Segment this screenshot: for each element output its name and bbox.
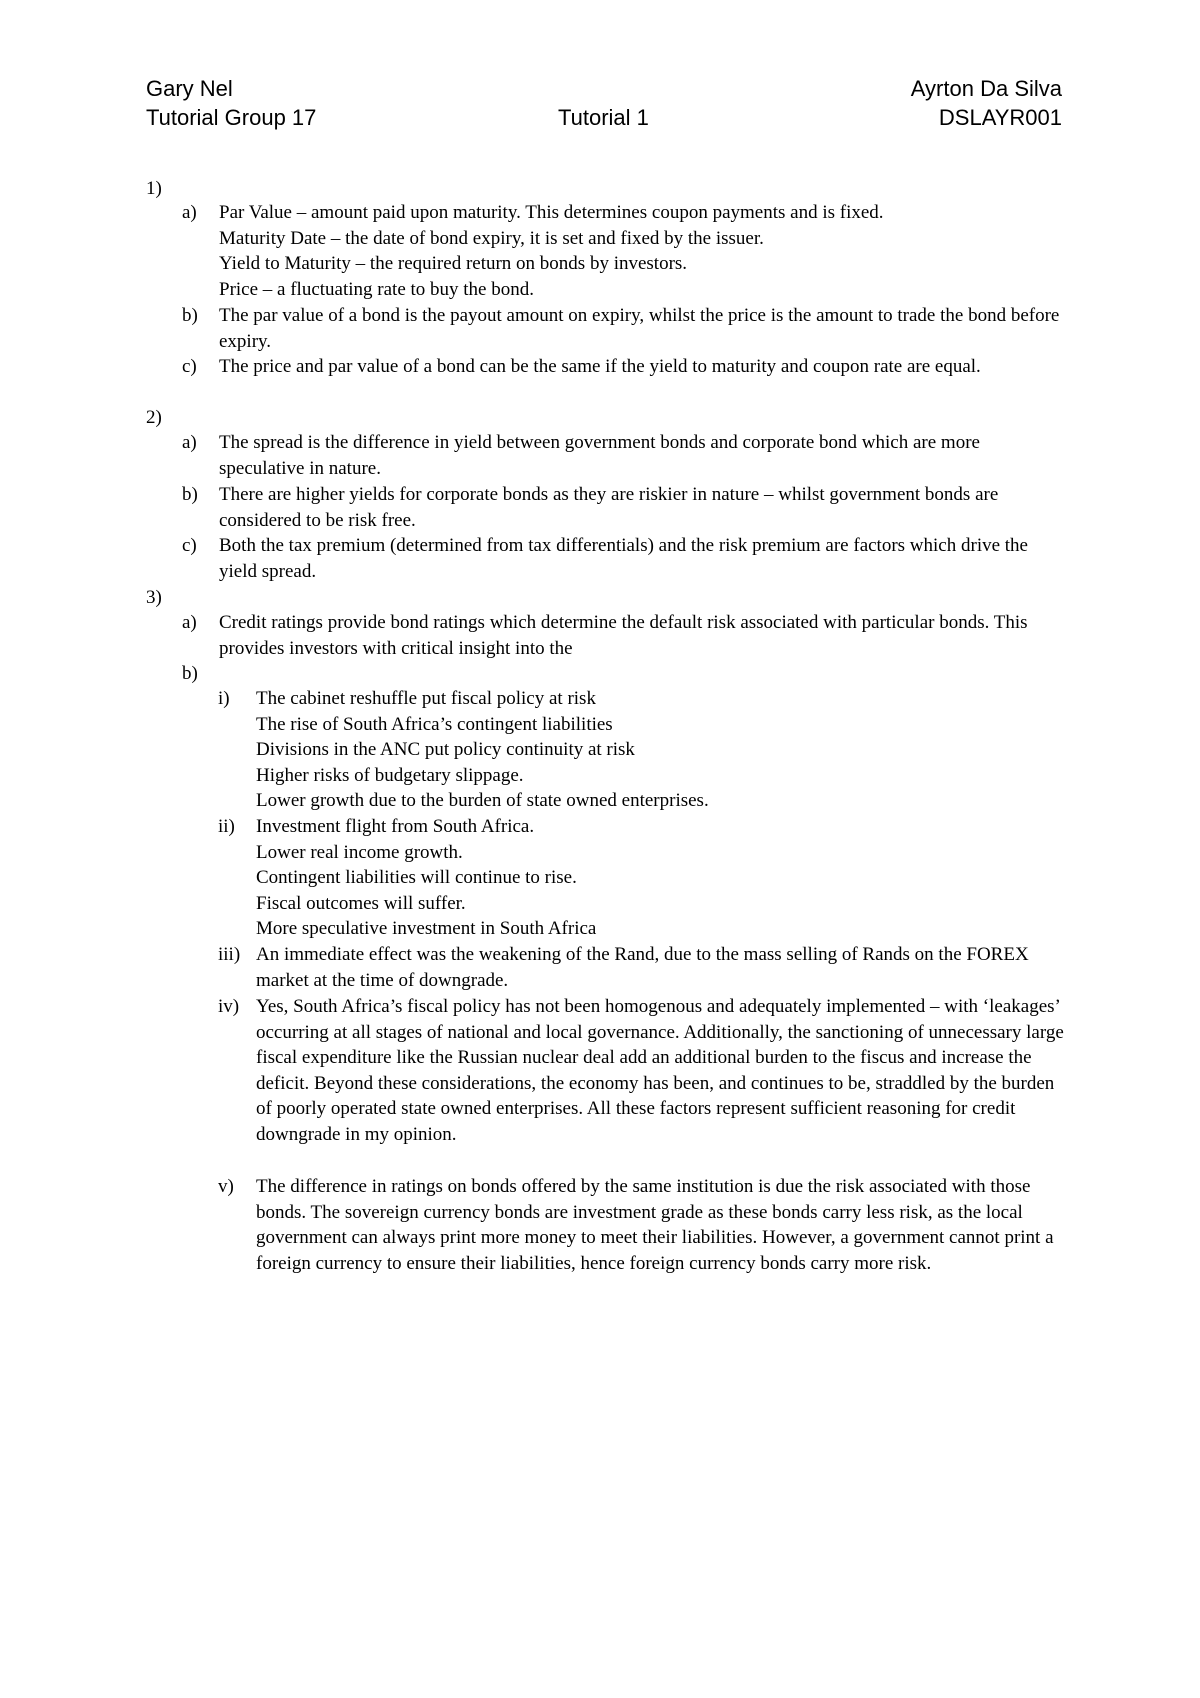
q2-b-label: b): [182, 484, 198, 505]
q3-b-ii-line: Lower real income growth.: [256, 841, 463, 863]
tutorial-title: Tutorial 1: [558, 105, 649, 130]
q3-b-v-text: The difference in ratings on bonds offered by the same institution is due the risk associated with those bonds. The sovereign currency bonds are investment grade as these bonds carry less risk, as the local government can always print more money to meet their liabilities. However, a government cannot print a foreign currency to ensure their liabilities, hence foreign currency bonds carry more risk.: [256, 1176, 1054, 1274]
author-left: Gary Nel: [146, 76, 233, 101]
q1-c-text: The price and par value of a bond can be the same if the yield to maturity and coupon rate are equal.: [219, 356, 981, 377]
q3-b-ii-line: Fiscal outcomes will suffer.: [256, 892, 466, 914]
q2-b-text: There are higher yields for corporate bonds as they are riskier in nature – whilst government bonds are considered to be risk free.: [219, 484, 999, 531]
q2-a-label: a): [182, 432, 197, 453]
q1-a-text: [219, 200, 1069, 302]
q3-b-iii-text: An immediate effect was the weakening of the Rand, due to the mass selling of Rands on the FOREX market at the time of downgrade.: [256, 944, 1029, 991]
question-1-number: 1): [146, 178, 162, 199]
q1-a-line: Yield to Maturity – the required return on bonds by investors.: [219, 253, 688, 275]
q3-b-ii-line: Investment flight from South Africa.: [256, 816, 535, 837]
q1-b-label: b): [182, 305, 198, 326]
author-right: Ayrton Da Silva: [910, 76, 1062, 101]
q1-a-line: Par Value – amount paid upon maturity. This determines coupon payments and is fixed.: [219, 202, 884, 223]
q1-c-label: c): [182, 356, 197, 377]
q3-b-ii-line: Contingent liabilities will continue to rise.: [256, 867, 577, 889]
tutorial-group: Tutorial Group 17: [146, 105, 317, 130]
q3-b-i-line: The rise of South Africa’s contingent liabilities: [256, 713, 613, 735]
q3-b-iv-text: Yes, South Africa’s fiscal policy has not been homogenous and adequately implemented – with ‘leakages’ occurring at all stages of national and local governance. Additionally, the sanctioning of unnecessary large fiscal expenditure like the Russian nuclear deal add an additional burden to the fiscus and increase the deficit. Beyond these considerations, the economy has been, and continues to be, straddled by the burden of poorly operated state owned enterprises. All these factors represent sufficient reasoning for credit downgrade in my opinion.: [256, 996, 1064, 1145]
q3-b-ii-label: ii): [218, 816, 235, 837]
q3-a-label: a): [182, 612, 197, 633]
question-3-number: 3): [146, 587, 162, 608]
q2-c-text: Both the tax premium (determined from tax differentials) and the risk premium are factors which drive the yield spread.: [219, 535, 1028, 582]
q3-b-ii-line: More speculative investment in South Africa: [256, 918, 597, 940]
q3-b-i-line: The cabinet reshuffle put fiscal policy at risk: [256, 688, 596, 709]
q3-b-i-text: [256, 686, 1068, 814]
q1-a-label: a): [182, 202, 197, 223]
q1-a-line: Price – a fluctuating rate to buy the bond.: [219, 278, 534, 300]
q3-b-i-label: i): [218, 688, 230, 709]
q1-a-line: Maturity Date – the date of bond expiry, it is set and fixed by the issuer.: [219, 227, 764, 249]
q3-b-i-line: Lower growth due to the burden of state owned enterprises.: [256, 790, 709, 812]
q3-b-ii-text: [256, 814, 1068, 942]
student-number: DSLAYR001: [938, 105, 1062, 130]
q3-a-text: Credit ratings provide bond ratings which determine the default risk associated with particular bonds. This provides investors with critical insight into the: [219, 612, 1028, 659]
q3-b-i-line: Divisions in the ANC put policy continuity at risk: [256, 739, 635, 761]
q3-b-iii-label: iii): [218, 944, 241, 965]
q3-b-label: b): [182, 663, 198, 684]
q2-a-text: The spread is the difference in yield between government bonds and corporate bond which are more speculative in nature.: [219, 432, 980, 479]
q3-b-v-label: v): [218, 1176, 234, 1197]
question-2-number: 2): [146, 407, 162, 428]
q1-b-text: The par value of a bond is the payout amount on expiry, whilst the price is the amount to trade the bond before expiry.: [219, 305, 1060, 352]
q3-b-iv-label: iv): [218, 996, 240, 1017]
q3-b-i-line: Higher risks of budgetary slippage.: [256, 764, 524, 786]
q2-c-label: c): [182, 535, 197, 556]
